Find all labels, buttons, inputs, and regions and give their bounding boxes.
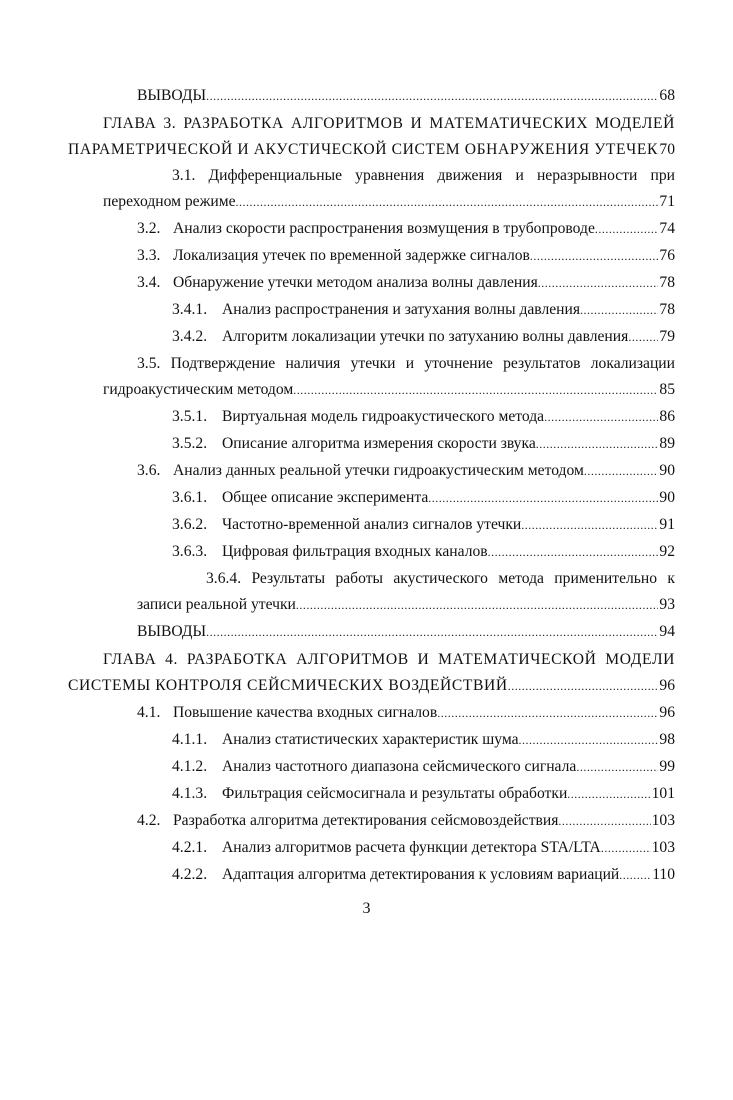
toc-section-3-5-line2 <box>103 377 675 403</box>
leader-dots <box>428 485 658 511</box>
toc-entry-number: 4.1.2. <box>172 758 208 775</box>
toc-entry-title: Повышение качества входных сигналов <box>173 704 438 721</box>
toc-entry-number: 3.4. <box>137 274 161 291</box>
toc-entry-title: ГЛАВА 3. РАЗРАБОТКА АЛГОРИТМОВ И МАТЕМАТИЧЕСКИХ МОДЕЛЕЙ <box>103 115 675 132</box>
toc-entry-number: 3.3. <box>137 247 161 264</box>
toc-entry-number: 3.4.2. <box>172 328 208 345</box>
toc-section-3-4-2 <box>172 324 675 350</box>
toc-entry-page: 99 <box>659 758 675 775</box>
toc-entry-number: 4.1.1. <box>172 731 208 748</box>
toc-entry-number: 3.6.1. <box>172 489 208 506</box>
toc-entry-conclusions-ch3 <box>137 619 675 645</box>
toc-entry-title: Виртуальная модель гидроакустического метода <box>222 408 545 425</box>
leader-dots <box>595 216 659 242</box>
toc-entry-number: 3.4.1. <box>172 301 208 318</box>
toc-entry-title: Разработка алгоритма детектирования сейсмовоздействия <box>173 812 559 829</box>
toc-chapter-3-heading-line2 <box>68 137 675 163</box>
toc-entry-page: 103 <box>651 839 675 856</box>
toc-chapter-4-heading-line1 <box>103 647 675 673</box>
leader-dots <box>519 727 659 753</box>
toc-entry-page: 78 <box>659 274 675 291</box>
toc-entry-title: 3.1. Дифференциальные уравнения движения и неразрывности при <box>172 167 675 184</box>
toc-chapter-4-heading-line2 <box>68 673 675 699</box>
toc-entry-title: записи реальной утечки <box>137 596 296 613</box>
toc-entry-title: Анализ скорости распространения возмущения в трубопроводе <box>173 220 595 237</box>
toc-entry-title: ВЫВОДЫ <box>137 623 207 640</box>
toc-entry-conclusions-ch2 <box>137 83 675 109</box>
toc-entry-page: 92 <box>659 543 675 560</box>
toc-entry-title: Фильтрация сейсмосигнала и результаты обработки <box>222 785 568 802</box>
toc-entry-page: 70 <box>659 141 675 158</box>
toc-entry-number: 4.2.2. <box>172 866 208 883</box>
leader-dots <box>567 781 650 807</box>
leader-dots <box>488 539 659 565</box>
toc-entry-title: Анализ данных реальной утечки гидроакустическим методом <box>173 462 584 479</box>
toc-entry-title: Анализ распространения и затухания волны давления <box>222 301 581 318</box>
toc-section-3-1-line1 <box>172 163 675 189</box>
toc-entry-page: 101 <box>651 785 675 802</box>
toc-entry-title: 3.6.4. Результаты работы акустического метода применительно к <box>206 570 675 587</box>
toc-entry-page: 85 <box>659 381 675 398</box>
toc-entry-title: Частотно-временной анализ сигналов утечки <box>222 516 522 533</box>
leader-dots <box>530 243 659 269</box>
leader-dots <box>521 512 658 538</box>
toc-section-3-3 <box>137 243 675 269</box>
toc-entry-number: 4.1. <box>137 704 161 721</box>
toc-entry-page: 90 <box>659 489 675 506</box>
toc-entry-title: Адаптация алгоритма детектирования к условиям вариаций <box>222 866 620 883</box>
toc-entry-page: 86 <box>659 408 675 425</box>
toc-entry-page: 71 <box>659 193 675 210</box>
leader-dots <box>508 673 659 699</box>
toc-section-3-2 <box>137 216 675 242</box>
leader-dots <box>538 270 659 296</box>
toc-entry-page: 76 <box>659 247 675 264</box>
toc-entry-number: 4.2. <box>137 812 161 829</box>
toc-entry-number: 3.5.2. <box>172 435 208 452</box>
toc-section-4-1-1 <box>172 727 675 753</box>
toc-entry-title: Анализ статистических характеристик шума <box>222 731 519 748</box>
toc-section-4-1-3 <box>172 781 675 807</box>
toc-section-4-2-1 <box>172 835 675 861</box>
toc-chapter-3-heading-line1 <box>103 111 675 137</box>
toc-entry-title: переходном режиме <box>103 193 236 210</box>
leader-dots <box>584 458 659 484</box>
toc-section-3-6-4-line2 <box>137 592 675 618</box>
toc-entry-title: Общее описание эксперимента <box>222 489 429 506</box>
leader-dots <box>601 835 651 861</box>
toc-section-3-6-1 <box>172 485 675 511</box>
toc-entry-title: Цифровая фильтрация входных каналов <box>222 543 488 560</box>
toc-section-4-1-2 <box>172 754 675 780</box>
leader-dots <box>296 592 659 618</box>
toc-entry-title: ВЫВОДЫ <box>137 87 207 104</box>
toc-entry-number: 4.2.1. <box>172 839 208 856</box>
toc-entry-title: Алгоритм локализации утечки по затуханию волны давления <box>222 328 629 345</box>
toc-entry-number: 3.6.2. <box>172 516 208 533</box>
toc-entry-page: 78 <box>659 301 675 318</box>
toc-entry-page: 96 <box>659 677 675 694</box>
toc-entry-number: 3.2. <box>137 220 161 237</box>
toc-entry-title: 3.5. Подтверждение наличия утечки и уточнение результатов локализации <box>137 355 675 372</box>
leader-dots <box>628 324 658 350</box>
toc-section-3-5-2 <box>172 431 675 457</box>
toc-section-3-5-1 <box>172 404 675 430</box>
toc-section-3-1-line2 <box>103 189 675 215</box>
leader-dots <box>536 431 659 457</box>
toc-section-4-2 <box>137 808 675 834</box>
toc-entry-page: 90 <box>659 462 675 479</box>
toc-entry-page: 91 <box>659 516 675 533</box>
toc-section-4-1 <box>137 700 675 726</box>
toc-entry-number: 3.6.3. <box>172 543 208 560</box>
leader-dots <box>206 83 658 109</box>
toc-section-3-6-2 <box>172 512 675 538</box>
toc-section-3-4-1 <box>172 297 675 323</box>
leader-dots <box>206 619 658 645</box>
toc-entry-title: Анализ алгоритмов расчета функции детектора STA/LTA <box>222 839 601 856</box>
leader-dots <box>293 377 658 403</box>
toc-entry-page: 96 <box>659 704 675 721</box>
toc-entry-title: Анализ частотного диапазона сейсмического сигнала <box>222 758 577 775</box>
toc-entry-title: ПАРАМЕТРИЧЕСКОЙ И АКУСТИЧЕСКОЙ СИСТЕМ ОБНАРУЖЕНИЯ УТЕЧЕК <box>68 141 659 158</box>
toc-entry-title: ГЛАВА 4. РАЗРАБОТКА АЛГОРИТМОВ И МАТЕМАТИЧЕСКОЙ МОДЕЛИ <box>103 651 675 668</box>
toc-section-3-6-3 <box>172 539 675 565</box>
toc-section-3-6-4-line1 <box>206 566 675 592</box>
toc-entry-number: 3.5.1. <box>172 408 208 425</box>
leader-dots <box>236 189 659 215</box>
leader-dots <box>580 297 658 323</box>
toc-entry-title: СИСТЕМЫ КОНТРОЛЯ СЕЙСМИЧЕСКИХ ВОЗДЕЙСТВИЙ <box>68 677 508 694</box>
leader-dots <box>544 404 658 430</box>
toc-entry-title: Обнаружение утечки методом анализа волны давления <box>173 274 538 291</box>
toc-entry-page: 79 <box>659 328 675 345</box>
toc-entry-page: 89 <box>659 435 675 452</box>
toc-entry-page: 94 <box>659 623 675 640</box>
toc-entry-page: 103 <box>651 812 675 829</box>
toc-entry-title: гидроакустическим методом <box>103 381 294 398</box>
toc-section-3-5-line1 <box>137 351 675 377</box>
toc-entry-title: Описание алгоритма измерения скорости звука <box>222 435 536 452</box>
leader-dots <box>437 700 658 726</box>
toc-entry-title: Локализация утечек по временной задержке сигналов <box>173 247 530 264</box>
leader-dots <box>558 808 650 834</box>
toc-entry-page: 68 <box>659 87 675 104</box>
toc-entry-page: 110 <box>652 866 675 883</box>
toc-entry-page: 98 <box>659 731 675 748</box>
toc-entry-page: 74 <box>659 220 675 237</box>
page-number: 3 <box>362 900 371 917</box>
toc-section-3-4 <box>137 270 675 296</box>
leader-dots <box>576 754 658 780</box>
toc-entry-number: 4.1.3. <box>172 785 208 802</box>
leader-dots <box>619 862 651 888</box>
toc-entry-page: 93 <box>659 596 675 613</box>
toc-section-3-6 <box>137 458 675 484</box>
toc-section-4-2-2 <box>172 862 675 888</box>
toc-entry-number: 3.6. <box>137 462 161 479</box>
